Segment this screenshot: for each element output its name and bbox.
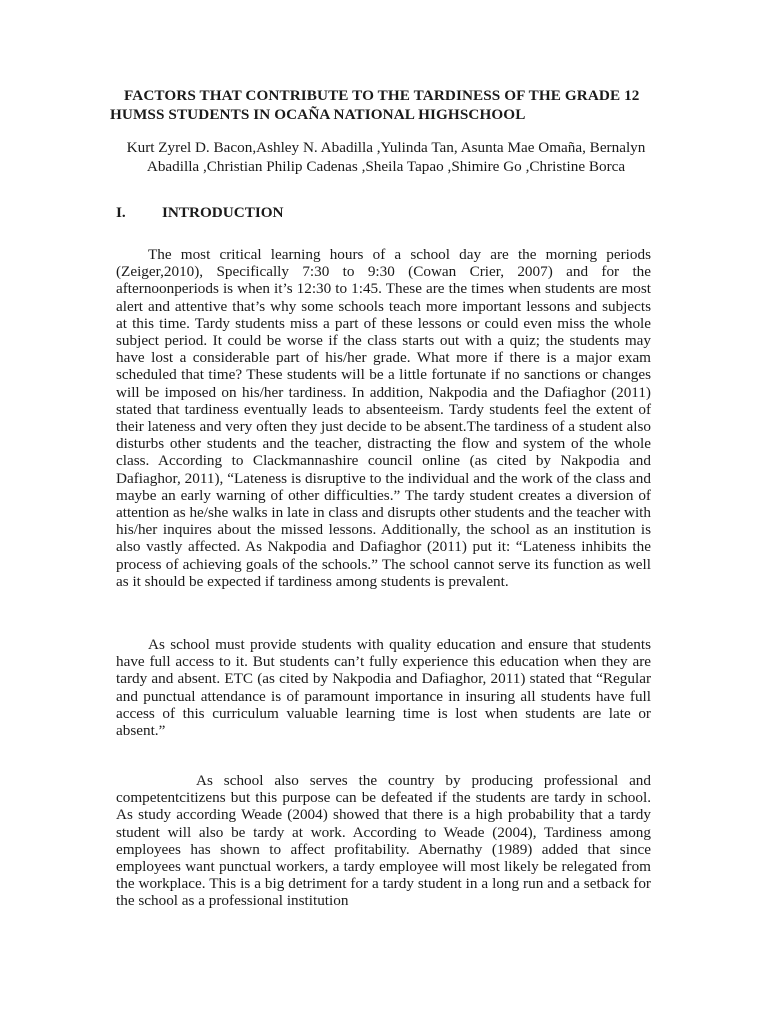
paragraph: As school must provide students with quality education and ensure that students have full access to it. But students can’t fully experience this education when they are tardy and absent. ETC (as cited by Nakpodia and Dafiaghor, 2011) stated that “Regular and punctual attendance is of paramount importance in insuring all students have full access of this curriculum valuable learning time is lost when students are late or absent.” xyxy=(116,636,651,740)
section-heading xyxy=(116,203,284,222)
section-number: I. xyxy=(116,204,126,221)
section-title: INTRODUCTION xyxy=(162,204,284,221)
paragraph: As school also serves the country by producing professional and competentcitizens but this purpose can be defeated if the students are tardy in school. As study according Weade (2004) showed that there is a high probability that a tardy student will also be tardy at work. According to Weade (2004), Tardiness among employees has shown to affect profitability. Abernathy (1989) added that since employees want punctual workers, a tardy employee will most likely be relegated from the workplace. This is a big detriment for a tardy student in a long run and a setback for the school as a professional institution xyxy=(116,772,651,910)
author-list: Kurt Zyrel D. Bacon,Ashley N. Abadilla ,Yulinda Tan, Asunta Mae Omaña, Bernalyn Abadilla ,Christian Philip Cadenas ,Sheila Tapao ,Shimire Go ,Christine Borca xyxy=(126,139,646,175)
paragraph: The most critical learning hours of a school day are the morning periods (Zeiger,2010), Specifically 7:30 to 9:30 (Cowan Crier, 2007) and for the afternoonperiods is when it’s 12:30 to 1:45. These are the times when students are most alert and attentive that’s why some schools teach more important lessons and subjects at this time. Tardy students miss a part of these lessons or could even miss the whole subject period. It could be worse if the class starts out with a quiz; the students may have lost a considerable part of his/her grade. What more if there is a major exam scheduled that time? These students will be a little fortunate if no sanctions or changes will be imposed on his/her tardiness. In addition, Nakpodia and the Dafiaghor (2011) stated that tardiness eventually leads to absenteeism. Tardy students feel the extent of their lateness and very often they just decide to be absent.The tardiness of a student also disturbs other students and the teacher, distracting the flow and system of the whole class. According to Clackmannashire council online (as cited by Nakpodia and Dafiaghor, 2011), “Lateness is disruptive to the individual and the work of the class and maybe an early warning of other difficulties.” The tardy student creates a diversion of attention as he/she walks in late in class and disrupts other students and the teacher with his/her inquires about the missed lessons. Additionally, the school as an institution is also vastly affected. As Nakpodia and Dafiaghor (2011) put it: “Lateness inhibits the process of achieving goals of the schools.” The school cannot serve its function as well as it should be expected if tardiness among students is prevalent. xyxy=(116,246,651,590)
paper-title: FACTORS THAT CONTRIBUTE TO THE TARDINESS OF THE GRADE 12 HUMSS STUDENTS IN OCAÑA NATIONAL HIGHSCHOOL xyxy=(110,87,640,123)
